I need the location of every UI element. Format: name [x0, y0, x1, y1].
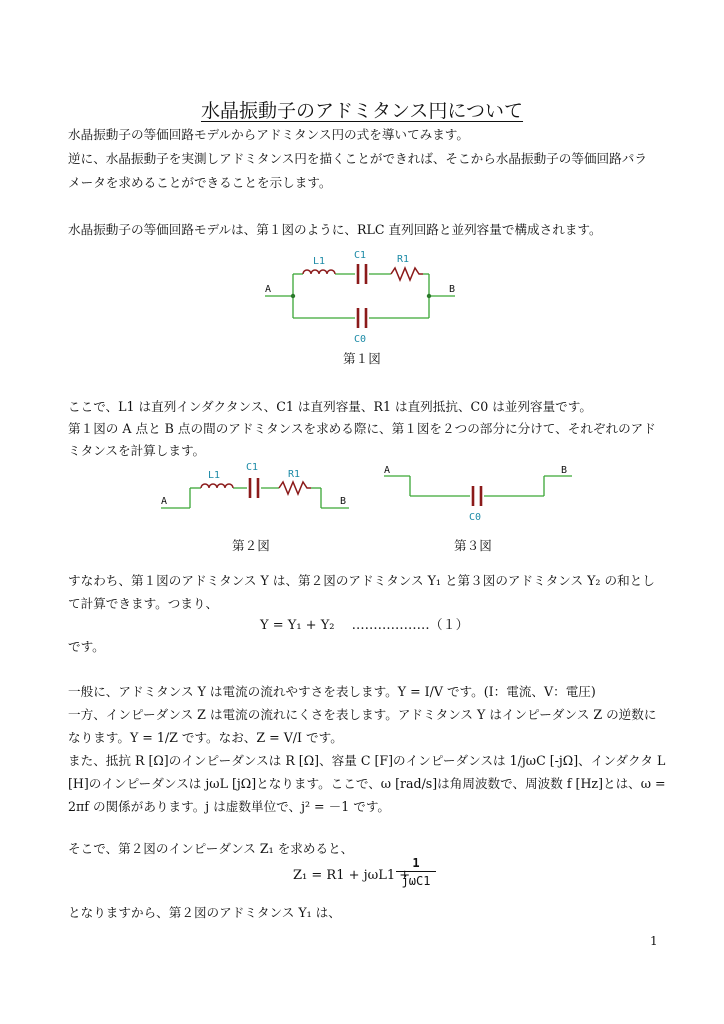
general-line-3: なります。Y = 1/Z です。なお、Z = V/I です。	[68, 730, 343, 745]
fig3-label-b: B	[561, 465, 568, 476]
equation-1: Y = Y₁ + Y₂ ………………（１）	[260, 618, 469, 633]
fig3-label-a: A	[384, 465, 391, 476]
sum-line-2: て計算できます。つまり、	[68, 596, 219, 611]
page-number: 1	[650, 934, 658, 948]
equation-2-fraction	[396, 856, 436, 888]
fig2-label-a: A	[161, 496, 168, 507]
equation-2-numerator: 1	[396, 856, 436, 872]
fig2-label-r1: R1	[288, 469, 301, 480]
figure-1-caption: 第１図	[343, 351, 381, 366]
fig1-label-r1: R1	[397, 254, 410, 265]
general-line-4: また、抵抗 R [Ω]のインピーダンスは R [Ω]、容量 C [F]のインピーダンスは 1/jωC [-jΩ]、インダクタ L	[68, 753, 666, 768]
fig2-label-l1: L1	[208, 470, 221, 481]
fig2-label-c1: C1	[246, 462, 259, 473]
fig1-label-b: B	[449, 284, 456, 295]
general-line-6: 2πf の関係があります。j は虚数単位で、j² = －1 です。	[68, 799, 390, 814]
figure-1-circuit	[255, 246, 470, 346]
figure-3-caption: 第３図	[454, 538, 492, 553]
intro-line-3: メータを求めることができることを示します。	[68, 175, 332, 190]
intro-line-2: 逆に、水晶振動子を実測しアドミタンス円を描くことができれば、そこから水晶振動子の等価回路パラ	[68, 151, 647, 166]
fig1-label-c1: C1	[354, 250, 367, 261]
general-line-1: 一般に、アドミタンス Y は電流の流れやすさを表します。Y = I/V です。(I：電流、V：電圧)	[68, 684, 596, 699]
fig3-label-c0: C0	[469, 512, 482, 523]
figure-3-circuit	[380, 462, 580, 526]
fig2-label-b: B	[340, 496, 347, 507]
figure-2-caption: 第２図	[232, 538, 270, 553]
page-title: 水晶振動子のアドミタンス円について	[200, 100, 524, 122]
explain-line-2: 第１図の A 点と B 点の間のアドミタンスを求める際に、第１図を２つの部分に分けて、それぞれのアド	[68, 421, 656, 436]
sum-line-1: すなわち、第１図のアドミタンス Y は、第２図のアドミタンス Y₁ と第３図のアドミタンス Y₂ の和とし	[68, 573, 655, 588]
explain-line-1: ここで、L1 は直列インダクタンス、C1 は直列容量、R1 は直列抵抗、C0 は並列容量です。	[68, 399, 592, 414]
figure-2-circuit	[155, 460, 355, 520]
model-text: 水晶振動子の等価回路モデルは、第１図のように、RLC 直列回路と並列容量で構成されます。	[68, 222, 602, 237]
z1-intro: そこで、第２図のインピーダンス Z₁ を求めると、	[68, 841, 354, 856]
explain-line-3: ミタンスを計算します。	[68, 443, 206, 458]
desu-line: です。	[68, 639, 105, 654]
y1-intro: となりますから、第２図のアドミタンス Y₁ は、	[68, 905, 341, 920]
general-line-5: [H]のインピーダンスは jωL [jΩ]となります。ここで、ω [rad/s]は角周波数で、周波数 f [Hz]とは、ω =	[68, 776, 666, 791]
equation-2-lhs: Z₁ = R1 + jωL1 +	[293, 868, 411, 883]
fig1-label-c0: C0	[354, 334, 367, 345]
equation-2-denominator: jωC1	[401, 874, 431, 888]
fig1-label-l1: L1	[313, 256, 326, 267]
general-line-2: 一方、インピーダンス Z は電流の流れにくさを表します。アドミタンス Y はインピーダンス Z の逆数に	[68, 707, 657, 722]
intro-line-1: 水晶振動子の等価回路モデルからアドミタンス円の式を導いてみます。	[68, 127, 469, 142]
fig1-label-a: A	[265, 284, 272, 295]
